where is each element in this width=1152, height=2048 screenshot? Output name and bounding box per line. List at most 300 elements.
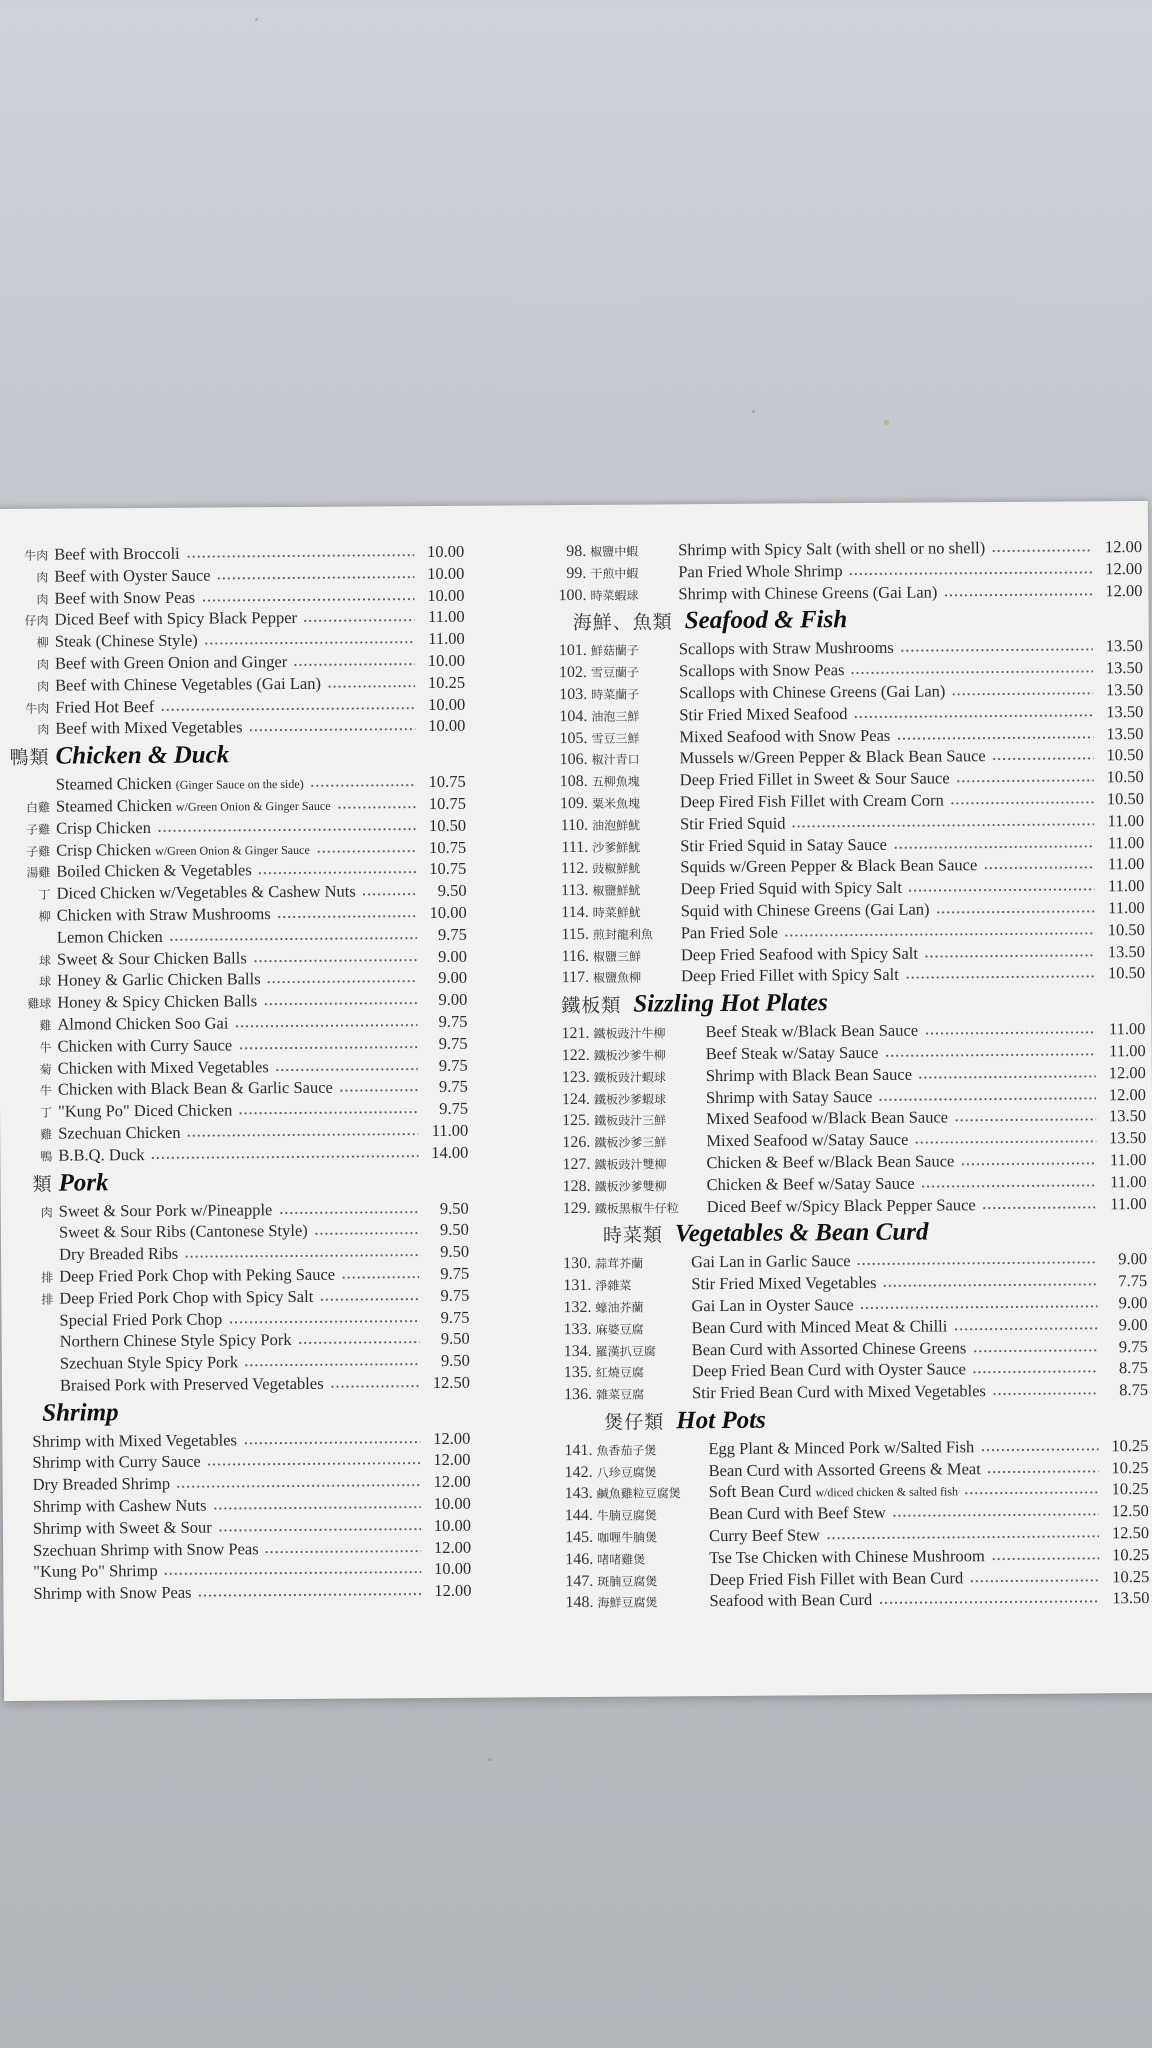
dot-leader (164, 1561, 422, 1577)
item-price: 10.50 (428, 815, 467, 835)
dot-leader (884, 1042, 1095, 1057)
dot-leader (204, 630, 415, 645)
item-name: Fried Hot Beef (55, 696, 155, 717)
item-chinese-name (591, 707, 679, 725)
item-number: 101. (558, 642, 587, 660)
item-name: Honey & Spicy Chicken Balls (57, 991, 258, 1012)
item-chinese-text: 鮮菇蘭子 (590, 643, 639, 659)
item-price: 9.50 (439, 1220, 469, 1240)
dot-leader (238, 1035, 417, 1050)
item-chinese-text: 咖喱牛腩煲 (597, 1530, 658, 1545)
item-name: Soft Bean Curd (708, 1481, 812, 1502)
item-name: Beef with Chinese Vegetables (Gai Lan) (55, 673, 322, 695)
dot-leader (160, 696, 415, 712)
item-price: 11.00 (1107, 876, 1145, 896)
item-price: 10.50 (1106, 767, 1144, 787)
section-header-hot-pots (548, 1404, 1148, 1438)
item-number: 117. (561, 969, 590, 987)
item-chinese-name (592, 772, 680, 790)
dot-leader (293, 652, 415, 667)
dot-leader (303, 609, 415, 624)
item-price: 11.00 (1109, 1171, 1147, 1191)
shrimp-list (2, 1428, 471, 1606)
item-name: Crisp Chicken (56, 839, 152, 860)
item-chinese-text: 海鮮豆腐煲 (597, 1595, 658, 1611)
item-price: 9.75 (1118, 1336, 1148, 1356)
dot-leader (896, 725, 1093, 740)
dot-leader (238, 1100, 418, 1115)
item-chinese-name (592, 816, 680, 834)
item-chinese-name (0, 568, 54, 585)
item-price: 12.00 (433, 1450, 471, 1470)
item-name: Scallops with Snow Peas (678, 660, 845, 681)
item-name: Deep Fried Pork Chop with Spicy Salt (59, 1286, 314, 1308)
dot-leader (244, 1352, 420, 1367)
item-price: 10.00 (427, 650, 465, 671)
item-chinese-name (0, 1147, 58, 1164)
menu-item (0, 716, 465, 741)
item-chinese-name (597, 1572, 709, 1590)
dot-leader (908, 878, 1095, 893)
item-chinese-text: 鐵板豉汁雙柳 (594, 1157, 667, 1172)
dot-leader (950, 790, 1094, 805)
item-chinese-name (597, 1463, 709, 1481)
item-price: 8.75 (1118, 1358, 1148, 1378)
item-chinese-name (594, 1068, 706, 1086)
item-note: w/diced chicken & salted fish (815, 1484, 959, 1500)
item-chinese-text: 蒜茸芥蘭 (595, 1256, 644, 1272)
item-price: 9.00 (1118, 1314, 1148, 1334)
item-price: 13.50 (1112, 1588, 1150, 1608)
item-chinese-text: 球 (38, 953, 52, 968)
item-chinese-text: 牛 (39, 1083, 52, 1099)
item-price: 9.75 (437, 924, 467, 944)
item-chinese-text: 雞 (39, 1018, 52, 1033)
item-name: Scallops with Straw Mushrooms (678, 638, 894, 659)
dot-leader (924, 943, 1095, 958)
section-header-en: Seafood & Fish (684, 606, 848, 635)
item-name: Scallops with Chinese Greens (Gai Lan) (679, 681, 946, 703)
dot-leader (784, 921, 1095, 937)
dot-leader (176, 1473, 421, 1489)
item-price: 10.00 (427, 585, 465, 605)
dot-leader (186, 1122, 418, 1138)
dot-leader (892, 1503, 1099, 1518)
item-number: 144. (564, 1507, 593, 1525)
item-name: "Kung Po" Shrimp (33, 1561, 158, 1582)
dot-leader (982, 1195, 1097, 1210)
dot-leader (277, 904, 417, 919)
item-price: 9.75 (440, 1307, 470, 1327)
item-name: Honey & Garlic Chicken Balls (57, 969, 261, 990)
item-number: 113. (561, 882, 589, 900)
item-name: Bean Curd with Minced Meat & Chilli (691, 1316, 948, 1337)
item-number: 112. (560, 860, 589, 878)
item-price: 9.50 (440, 1329, 470, 1349)
dot-leader (316, 839, 417, 854)
item-number: 99. (566, 564, 587, 582)
dot-leader (327, 674, 415, 689)
item-name: B.B.Q. Duck (58, 1144, 145, 1165)
item-number: 124. (561, 1090, 591, 1108)
item-chinese-name (0, 547, 54, 564)
item-name: Tse Tse Chicken with Chinese Mushroom (709, 1546, 985, 1567)
item-chinese-name (592, 838, 680, 856)
section-header-cn: 海鮮、魚類 (572, 611, 673, 635)
item-number: 123. (561, 1068, 590, 1086)
dot-leader (972, 1360, 1098, 1375)
item-name: Shrimp with Mixed Vegetables (32, 1430, 237, 1451)
item-chinese-text: 羅漢扒豆腐 (595, 1343, 656, 1359)
pork-list (1, 1198, 470, 1397)
item-chinese-text: 鴨 (40, 1149, 53, 1164)
item-chinese-name (592, 794, 680, 812)
item-chinese-text: 肉 (36, 657, 49, 672)
item-price: 9.00 (438, 968, 468, 988)
item-number: 105. (559, 729, 588, 747)
dot-leader (956, 769, 1094, 784)
item-price: 10.00 (427, 563, 465, 583)
dot-leader (900, 638, 1093, 653)
item-price: 10.25 (1111, 1544, 1150, 1565)
item-number: 109. (559, 794, 588, 813)
dot-leader (991, 538, 1092, 553)
seafood-list (543, 636, 1145, 989)
item-price: 11.00 (1109, 1040, 1146, 1061)
dot-leader (198, 1582, 422, 1598)
item-chinese-text: 麻婆豆腐 (595, 1322, 644, 1337)
item-chinese-name (0, 1038, 58, 1055)
item-number: 116. (561, 947, 590, 965)
item-chinese-name (1, 1269, 59, 1286)
item-price: 12.00 (1108, 1084, 1147, 1104)
item-price: 9.00 (438, 946, 468, 966)
item-name: Beef with Broccoli (54, 543, 180, 564)
item-chinese-name (597, 1506, 709, 1524)
menu-item (549, 1588, 1149, 1614)
item-price: 12.00 (1108, 1062, 1146, 1083)
item-name: Lemon Chicken (56, 926, 163, 947)
item-chinese-name (590, 542, 678, 560)
item-name: Deep Fried Pork Chop with Peking Sauce (59, 1264, 336, 1286)
item-price: 10.75 (428, 793, 466, 813)
item-chinese-name (591, 663, 679, 681)
dot-leader (987, 1459, 1099, 1474)
dot-leader (905, 965, 1095, 980)
item-price: 10.50 (1106, 745, 1144, 765)
item-name: Deep Fried Fillet with Spicy Salt (681, 965, 899, 986)
menu-page (0, 501, 1152, 1701)
item-chinese-text: 雪豆蘭子 (590, 665, 640, 681)
paper-speck (255, 18, 258, 21)
item-number: 130. (563, 1255, 592, 1273)
item-name: Dry Breaded Shrimp (32, 1474, 171, 1495)
dot-leader (234, 1013, 417, 1028)
section-header-shrimp (2, 1396, 470, 1429)
item-number: 134. (563, 1342, 592, 1360)
item-price: 10.00 (428, 694, 466, 714)
shrimp-continued-list (542, 537, 1142, 607)
item-price: 13.50 (1105, 680, 1144, 700)
item-chinese-text: 時菜蘭子 (591, 687, 640, 702)
dot-leader (992, 1381, 1098, 1396)
dot-leader (935, 899, 1094, 914)
item-price: 10.75 (429, 859, 467, 879)
item-name: Stir Fried Mixed Vegetables (691, 1273, 877, 1294)
item-chinese-text: 鐵板豉汁蝦球 (593, 1070, 666, 1085)
item-name: Boiled Chicken & Vegetables (56, 860, 252, 881)
item-price: 11.00 (1107, 810, 1145, 831)
item-price: 10.50 (1107, 963, 1146, 983)
dot-leader (169, 926, 417, 942)
item-chinese-text: 子雞 (26, 822, 51, 837)
item-number: 106. (559, 751, 588, 769)
item-name: Diced Beef w/Spicy Black Pepper Sauce (706, 1194, 976, 1216)
item-number: 132. (563, 1298, 592, 1316)
item-number: 142. (564, 1463, 593, 1481)
item-number: 128. (562, 1177, 591, 1195)
item-chinese-text: 雜菜豆腐 (596, 1387, 645, 1402)
dot-leader (914, 1129, 1096, 1144)
item-name: Diced Chicken w/Vegetables & Cashew Nuts (56, 881, 356, 903)
item-chinese-name (0, 721, 55, 738)
item-price: 10.25 (1112, 1566, 1150, 1586)
item-chinese-text: 五柳魚塊 (591, 774, 640, 790)
item-price: 9.75 (438, 1077, 468, 1097)
item-price: 10.75 (429, 837, 467, 857)
item-price: 9.50 (437, 880, 467, 901)
dot-leader (953, 1316, 1097, 1331)
item-number: 146. (565, 1550, 594, 1568)
menu-item (3, 1581, 471, 1606)
item-chinese-text: 排 (41, 1292, 54, 1307)
item-chinese-name (590, 586, 678, 604)
item-number: 110. (560, 816, 589, 834)
item-name: Shrimp with Snow Peas (33, 1582, 192, 1604)
item-chinese-name (594, 1155, 706, 1173)
item-price: 13.50 (1105, 658, 1144, 678)
item-price: 10.25 (427, 672, 466, 692)
item-price: 10.25 (1111, 1435, 1149, 1456)
dot-leader (263, 991, 417, 1006)
item-price: 10.50 (1107, 919, 1145, 940)
item-price: 9.50 (439, 1198, 469, 1218)
section-header-en: Chicken & Duck (55, 741, 230, 770)
menu-item (2, 1373, 470, 1398)
item-name: "Kung Po" Diced Chicken (57, 1100, 233, 1121)
item-number: 147. (565, 1572, 594, 1590)
item-name: Deep Fried Squid with Spicy Salt (680, 877, 902, 899)
item-chinese-name (596, 1342, 692, 1360)
item-chinese-text: 魚香茄子煲 (596, 1443, 657, 1458)
item-price: 9.75 (440, 1285, 470, 1305)
item-name: Mussels w/Green Pepper & Black Bean Sauce (679, 746, 986, 768)
item-name: Mixed Seafood w/Black Bean Sauce (706, 1107, 949, 1129)
item-name: Beef Steak w/Black Bean Sauce (705, 1020, 919, 1042)
dot-leader (248, 717, 415, 732)
item-name: Special Fried Pork Chop (59, 1308, 223, 1330)
item-price: 11.00 (431, 1120, 469, 1140)
item-price: 9.75 (438, 1033, 468, 1053)
item-number: 145. (564, 1528, 594, 1547)
item-chinese-name (0, 1082, 58, 1099)
dot-leader (921, 1173, 1097, 1188)
item-chinese-name (595, 1255, 691, 1273)
item-chinese-name (0, 699, 55, 716)
item-name: Shrimp with Chinese Greens (Gai Lan) (678, 582, 938, 603)
item-chinese-text: 白雞 (25, 800, 50, 815)
item-chinese-text: 鐵板沙爹牛柳 (593, 1048, 666, 1063)
item-price: 9.75 (438, 1055, 468, 1075)
dot-leader (319, 1287, 419, 1302)
item-name: Almond Chicken Soo Gai (57, 1013, 229, 1034)
item-chinese-text: 柳 (38, 909, 51, 924)
item-price: 12.00 (1104, 537, 1143, 557)
dot-leader (960, 1151, 1096, 1166)
dot-leader (878, 1086, 1096, 1102)
item-name: Shrimp with Satay Sauce (705, 1086, 873, 1107)
item-chinese-name (0, 951, 57, 968)
item-chinese-name (591, 642, 679, 660)
item-chinese-text: 丁 (40, 1105, 53, 1120)
item-chinese-name (591, 729, 679, 747)
item-note: w/Green Onion & Ginger Sauce (175, 798, 331, 814)
item-chinese-name (595, 1298, 691, 1316)
item-name: Curry Beef Stew (708, 1525, 821, 1546)
item-number: 122. (561, 1046, 590, 1065)
item-price: 9.00 (438, 989, 468, 1010)
paper-speck (488, 1758, 492, 1761)
item-price: 11.00 (1107, 832, 1145, 852)
item-chinese-name (0, 842, 56, 859)
item-name: Deep Fired Fish Fillet with Cream Corn (679, 790, 944, 812)
item-chinese-text: 油泡三鮮 (591, 709, 640, 724)
dot-leader (972, 1338, 1098, 1353)
item-chinese-text: 肉 (37, 679, 50, 694)
dot-leader (857, 1251, 1098, 1267)
item-number: 133. (563, 1320, 592, 1338)
item-chinese-name (0, 612, 55, 629)
item-price: 10.75 (428, 771, 466, 792)
item-number: 104. (559, 707, 588, 725)
section-header-cn: 鴨類 (9, 746, 50, 770)
item-chinese-name (0, 590, 55, 607)
item-chinese-name (594, 1111, 706, 1129)
item-name: Szechuan Style Spicy Pork (59, 1352, 239, 1373)
item-chinese-name (0, 1060, 58, 1077)
item-price: 10.00 (429, 902, 467, 922)
dot-leader (314, 1221, 419, 1236)
item-name: Deep Fried Seafood with Spicy Salt (680, 943, 918, 964)
section-header-en: Pork (58, 1168, 109, 1197)
section-header-chicken-duck (0, 740, 466, 773)
item-price: 9.50 (440, 1350, 470, 1371)
dot-leader (212, 1495, 420, 1510)
item-price: 10.25 (1111, 1479, 1149, 1499)
dot-leader (267, 969, 418, 984)
item-chinese-name (596, 1441, 708, 1459)
item-chinese-text: 牛肉 (25, 701, 50, 716)
section-header-cn: 類 (32, 1173, 53, 1196)
item-price: 12.50 (1111, 1501, 1149, 1521)
item-number: 115. (561, 925, 589, 943)
vegetables-list (547, 1249, 1148, 1406)
item-chinese-text: 椒鹽魚柳 (593, 970, 642, 986)
item-name: Beef with Snow Peas (54, 587, 196, 608)
item-number: 125. (562, 1112, 591, 1130)
item-chinese-name (0, 864, 56, 881)
item-chinese-text: 椒鹽鮮魷 (592, 883, 641, 899)
dot-leader (150, 1144, 418, 1160)
item-chinese-name (0, 973, 57, 990)
item-price: 13.50 (1108, 1106, 1147, 1126)
item-name: Gai Lan in Oyster Sauce (691, 1294, 854, 1316)
item-price: 11.00 (428, 607, 465, 627)
item-chinese-text: 粟米魚塊 (591, 796, 640, 811)
item-price: 10.00 (426, 541, 465, 562)
item-chinese-name (593, 1024, 705, 1042)
item-name: Sweet & Sour Ribs (Cantonese Style) (58, 1221, 308, 1242)
right-column (542, 537, 1149, 1614)
item-chinese-name (597, 1485, 709, 1503)
item-number: 141. (564, 1441, 593, 1459)
item-chinese-name (596, 1320, 692, 1338)
item-name: Bean Curd with Assorted Chinese Greens (691, 1337, 967, 1359)
item-name: Stir Fried Squid in Satay Sauce (680, 834, 887, 855)
item-chinese-text: 鐵板豉汁三鮮 (594, 1113, 667, 1129)
item-number: 143. (564, 1485, 593, 1503)
item-price: 12.00 (433, 1472, 471, 1492)
item-number: 136. (563, 1385, 593, 1404)
item-name: Szechuan Shrimp with Snow Peas (33, 1538, 259, 1560)
item-chinese-name (594, 1046, 706, 1064)
item-name: Chicken with Mixed Vegetables (57, 1056, 269, 1078)
item-chinese-name (0, 799, 56, 816)
item-chinese-text: 球 (39, 975, 52, 990)
dot-leader (924, 1021, 1095, 1036)
item-note: w/Green Onion & Ginger Sauce (155, 842, 310, 858)
item-chinese-text: 雞 (40, 1127, 53, 1142)
item-price: 7.75 (1118, 1271, 1148, 1291)
dot-leader (860, 1294, 1098, 1310)
item-chinese-name (594, 1090, 706, 1108)
item-chinese-name (593, 903, 681, 921)
item-chinese-text: 煎封龍利魚 (592, 927, 653, 942)
dot-leader (207, 1452, 421, 1467)
dot-leader (951, 681, 1093, 696)
menu-item (548, 1380, 1148, 1406)
item-name: Dry Breaded Ribs (58, 1243, 179, 1264)
dot-leader (330, 1374, 420, 1389)
item-chinese-text: 斑腩豆腐煲 (597, 1574, 658, 1589)
item-chinese-text: 肉 (37, 723, 50, 738)
item-price: 12.00 (1105, 558, 1143, 579)
item-name: Deep Fried Fillet in Sweet & Sour Sauce (679, 768, 950, 790)
dot-leader (791, 812, 1094, 828)
item-name: Northern Chinese Style Spicy Pork (59, 1330, 292, 1351)
dot-leader (850, 660, 1093, 676)
item-name: Deep Fried Fish Fillet with Bean Curd (709, 1567, 964, 1589)
dot-leader (969, 1568, 1099, 1583)
item-chinese-text: 鐵板豉汁牛柳 (593, 1026, 666, 1042)
item-chinese-name (0, 820, 56, 837)
item-chinese-name (0, 634, 55, 651)
item-price: 12.00 (433, 1428, 471, 1448)
dot-leader (157, 817, 416, 833)
item-name: Stir Fried Squid (679, 813, 786, 834)
item-name: Mixed Seafood with Snow Peas (679, 725, 891, 746)
item-chinese-name (592, 860, 680, 878)
